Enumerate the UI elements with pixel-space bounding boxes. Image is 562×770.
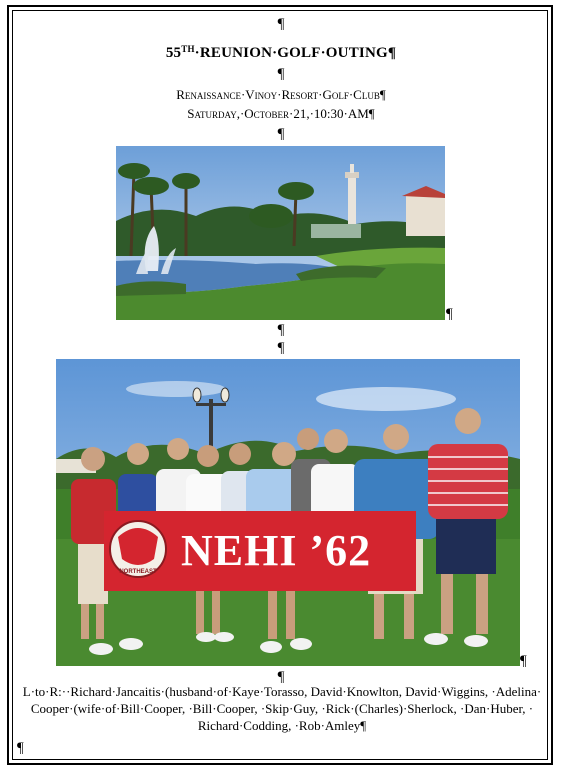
paragraph-mark: ¶ <box>277 16 285 32</box>
paragraph-mark: ¶ <box>17 740 24 756</box>
paragraph-mark: ¶ <box>277 669 285 685</box>
date-line: Saturday,·October·21,·10:30·AM¶ <box>187 106 375 121</box>
paragraph-mark: ¶ <box>277 66 285 82</box>
page-title <box>0 44 562 62</box>
banner-text: NEHI ’62 <box>181 526 372 575</box>
title-prefix: 55 <box>165 45 182 61</box>
photo-caption: L·to·R:··Richard·Jancaitis·(husband·of·Kaye·Torasso, David·Knowlton, David·Wiggins, ·Adelina· Cooper·(wife·of·Bill·Cooper, ·Bill·Cooper, ·Skip·Guy, ·Rick·(Charles)·Sherlock, ·Dan·Huber, · Richard·Codding, ·Rob·Amley¶ <box>22 684 542 733</box>
title-rest: ·REUNION·GOLF·OUTING¶ <box>194 45 397 61</box>
paragraph-mark: ¶ <box>277 126 285 142</box>
paragraph-mark: ¶ <box>277 322 285 338</box>
golf-course-illustration <box>116 146 445 320</box>
golf-course-photo <box>116 146 445 320</box>
group-photo <box>56 359 520 666</box>
paragraph-mark: ¶ <box>446 306 453 322</box>
group-photo-illustration <box>56 359 520 666</box>
banner-mascot-text: NORTHEAST <box>119 569 157 575</box>
title-superscript: TH <box>181 44 195 54</box>
venue-line: Renaissance·Vinoy·Resort·Golf·Club¶ <box>176 87 386 102</box>
paragraph-mark: ¶ <box>277 340 285 356</box>
paragraph-mark: ¶ <box>520 653 527 669</box>
